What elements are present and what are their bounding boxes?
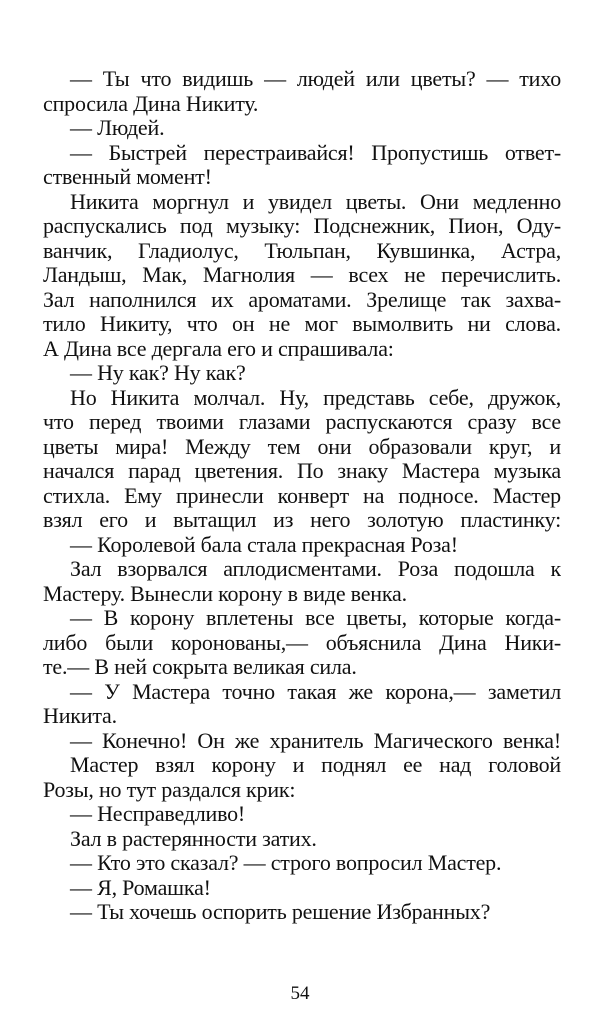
paragraph — [43, 67, 561, 116]
text-line: А Дина все дергала его и спрашивала: — [43, 335, 394, 361]
text-line: ванчик, Гладиолус, Тюльпан, Кувшинка, Астра, — [43, 238, 561, 263]
text-line: — Я, Ромашка! — [70, 874, 211, 900]
text-line: Но Никита молчал. Ну, представь себе, дружок, — [70, 385, 561, 410]
text-line: цветы мира! Между тем они образовали круг, и — [43, 434, 561, 459]
paragraph — [43, 876, 561, 901]
book-page-text — [43, 67, 561, 925]
text-line: — Кто это сказал? — строго вопросил Мастер. — [70, 850, 502, 875]
text-line: — Ты хочешь оспорить решение Избранных? — [70, 899, 491, 924]
paragraph — [43, 753, 561, 802]
text-line: — У Мастера точно такая же корона,— заметил — [70, 679, 561, 704]
text-line: стихла. Ему принесли конверт на подносе. Мастер — [43, 483, 561, 508]
text-line: Зал взорвался аплодисментами. Роза подошла к — [70, 557, 561, 581]
paragraph — [43, 729, 561, 754]
text-line: Никита моргнул и увидел цветы. Они медленно — [70, 189, 561, 214]
text-line: Зал наполнился их ароматами. Зрелище так захва- — [43, 287, 561, 312]
text-line: Никита. — [43, 703, 117, 728]
text-line: тило Никиту, что он не мог вымолвить ни слова. — [43, 312, 561, 336]
paragraph — [43, 851, 561, 876]
text-line: Мастер взял корону и поднял ее над головой — [70, 753, 561, 777]
text-line: взял его и вытащил из него золотую пластинку: — [43, 508, 561, 532]
text-line: — В корону вплетены все цветы, которые когда- — [70, 606, 561, 630]
text-line: — Конечно! Он же хранитель Магического венка! — [70, 728, 561, 753]
text-line: Розы, но тут раздался крик: — [43, 776, 296, 802]
text-line: ственный момент! — [43, 164, 212, 189]
paragraph — [43, 606, 561, 680]
paragraph — [43, 533, 561, 558]
text-line: — Королевой бала стала прекрасная Роза! — [70, 531, 458, 557]
text-line: — Ну как? Ну как? — [70, 360, 246, 385]
paragraph — [43, 900, 561, 925]
text-line: Мастеру. Вынесли корону в виде венка. — [43, 580, 407, 606]
paragraph — [43, 190, 561, 362]
text-line: либо были коронованы,— объяснила Дина Ники- — [43, 630, 561, 655]
text-line: Зал в растерянности затих. — [70, 825, 317, 851]
text-line: — Людей. — [70, 115, 165, 140]
paragraph — [43, 802, 561, 827]
paragraph — [43, 386, 561, 533]
paragraph — [43, 361, 561, 386]
paragraph — [43, 116, 561, 141]
text-line: что перед твоими глазами распускаются сразу все — [43, 410, 561, 434]
text-line: начался парад цветения. По знаку Мастера музыка — [43, 459, 561, 483]
text-line: те.— В ней сокрыта великая сила. — [43, 654, 357, 679]
text-line: — Быстрей перестраивайся! Пропустишь ответ- — [70, 140, 561, 165]
text-line: — Ты что видишь — людей или цветы? — тихо — [70, 67, 561, 91]
text-line: распускались под музыку: Подснежник, Пион, Оду- — [43, 214, 561, 238]
page-number: 54 — [290, 983, 310, 1004]
text-line: — Несправедливо! — [70, 801, 246, 826]
paragraph — [43, 827, 561, 852]
text-line: спросила Дина Никиту. — [43, 90, 259, 116]
paragraph — [43, 141, 561, 190]
paragraph — [43, 557, 561, 606]
text-line: Ландыш, Мак, Магнолия — всех не перечислить. — [43, 263, 561, 287]
paragraph — [43, 680, 561, 729]
